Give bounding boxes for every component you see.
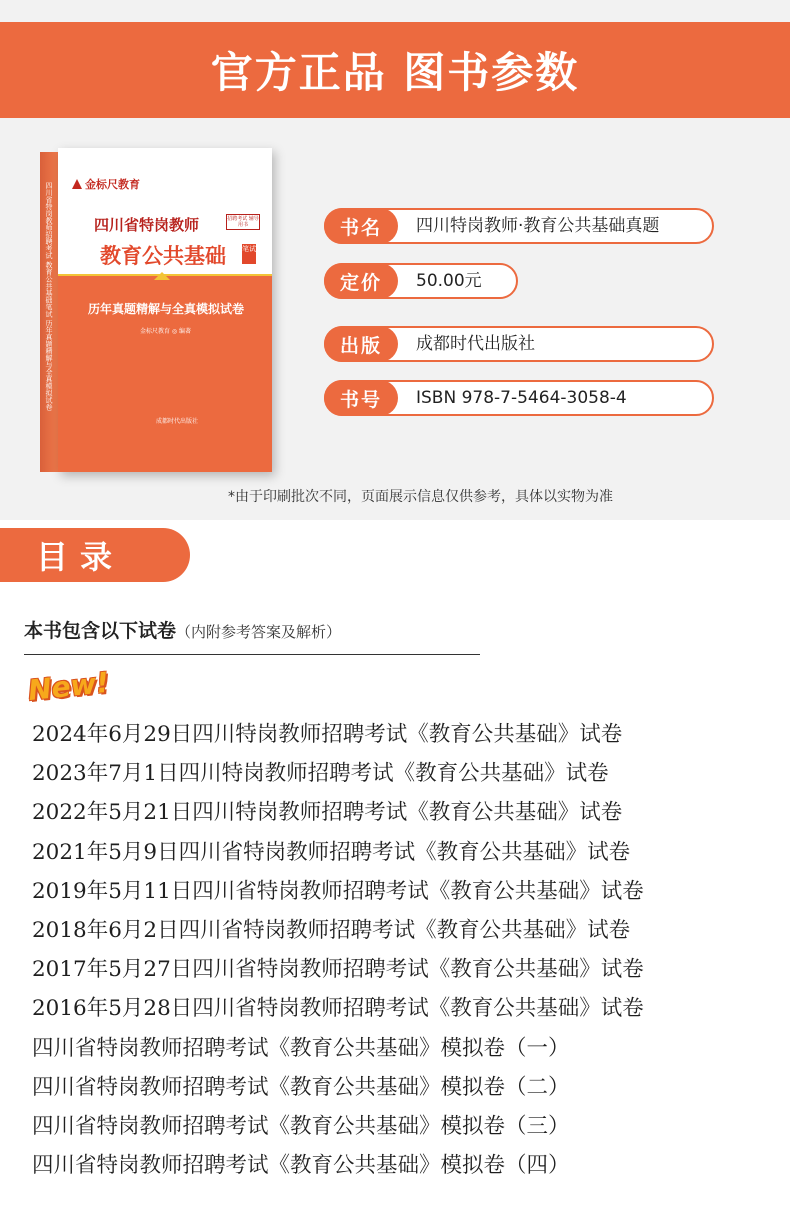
toc-item: 2018年6月2日四川省特岗教师招聘考试《教育公共基础》试卷 bbox=[32, 917, 631, 943]
toc-item: 2017年5月27日四川省特岗教师招聘考试《教育公共基础》试卷 bbox=[32, 957, 644, 983]
book-title-line2: 教育公共基础 bbox=[100, 244, 226, 268]
header-banner bbox=[0, 22, 790, 118]
book-cover-lower-panel bbox=[58, 276, 272, 472]
param-row-title bbox=[324, 208, 714, 244]
toc-list bbox=[32, 715, 644, 1185]
param-value: 四川特岗教师·教育公共基础真题 bbox=[416, 216, 660, 236]
param-value: ISBN 978-7-5464-3058-4 bbox=[416, 388, 627, 408]
toc-item: 2016年5月28日四川省特岗教师招聘考试《教育公共基础》试卷 bbox=[32, 996, 644, 1022]
book-title-line1: 四川省特岗教师 bbox=[94, 216, 200, 234]
toc-item: 四川省特岗教师招聘考试《教育公共基础》模拟卷（二） bbox=[32, 1074, 570, 1100]
new-badge: New! bbox=[26, 665, 111, 708]
param-label: 书名 bbox=[324, 208, 398, 244]
book-spine-text: 四川省特岗教师招聘考试 教育公共基础笔试 历年真题精解与全真模拟试卷 bbox=[45, 182, 53, 411]
toc-item: 四川省特岗教师招聘考试《教育公共基础》模拟卷（四） bbox=[32, 1153, 570, 1179]
param-label: 出版 bbox=[324, 326, 398, 362]
book-cover-notch bbox=[154, 272, 170, 280]
book-front-cover bbox=[58, 148, 272, 472]
toc-item: 2022年5月21日四川特岗教师招聘考试《教育公共基础》试卷 bbox=[32, 800, 623, 826]
param-label: 书号 bbox=[324, 380, 398, 416]
toc-intro-sub: （内附参考答案及解析） bbox=[176, 623, 342, 641]
toc-intro-main: 本书包含以下试卷 bbox=[24, 620, 177, 642]
toc-item: 四川省特岗教师招聘考试《教育公共基础》模拟卷（一） bbox=[32, 1035, 570, 1061]
book-editor: 金标尺教育 ◎ 编著 bbox=[140, 328, 192, 335]
book-stamp: 招聘考试 辅导用书 bbox=[227, 216, 259, 228]
param-label: 定价 bbox=[324, 263, 398, 299]
toc-item: 2023年7月1日四川特岗教师招聘考试《教育公共基础》试卷 bbox=[32, 761, 609, 787]
param-row-isbn bbox=[324, 380, 714, 416]
brand-logo-icon bbox=[72, 179, 82, 189]
header-title: 官方正品 图书参数 bbox=[210, 48, 580, 97]
book-publisher: 成都时代出版社 bbox=[156, 418, 199, 425]
toc-item: 2024年6月29日四川特岗教师招聘考试《教育公共基础》试卷 bbox=[32, 722, 623, 747]
toc-divider bbox=[24, 654, 480, 655]
param-row-price bbox=[324, 263, 714, 299]
toc-intro bbox=[24, 616, 341, 643]
param-value: 成都时代出版社 bbox=[416, 334, 535, 354]
param-row-publisher bbox=[324, 326, 714, 362]
toc-item: 2019年5月11日四川省特岗教师招聘考试《教育公共基础》试卷 bbox=[32, 878, 644, 904]
toc-item: 2021年5月9日四川省特岗教师招聘考试《教育公共基础》试卷 bbox=[32, 839, 631, 865]
book-brand-label: 金标尺教育 bbox=[85, 178, 140, 191]
book-tag: 笔试 bbox=[242, 244, 256, 264]
param-value: 50.00元 bbox=[416, 271, 482, 291]
toc-item: 四川省特岗教师招聘考试《教育公共基础》模拟卷（三） bbox=[32, 1113, 570, 1139]
toc-heading: 目录 bbox=[0, 528, 190, 582]
book-cover-image bbox=[40, 148, 272, 473]
book-spine bbox=[40, 152, 58, 472]
book-subtitle: 历年真题精解与全真模拟试卷 bbox=[88, 302, 245, 316]
book-brand bbox=[72, 176, 140, 192]
disclaimer-note: *由于印刷批次不同，页面展示信息仅供参考，具体以实物为准 bbox=[228, 489, 613, 505]
